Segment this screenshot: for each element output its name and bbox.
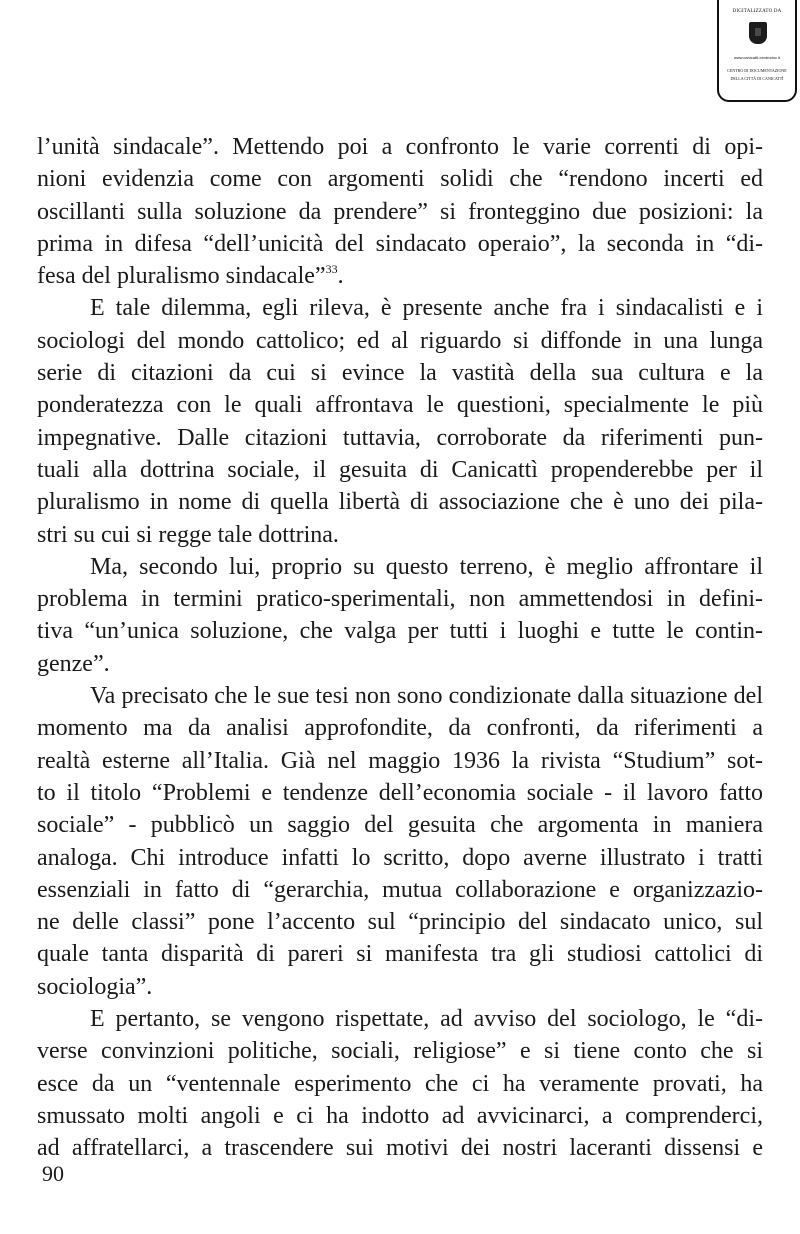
stamp-line-1: CENTRO DI DOCUMENTAZIONE bbox=[727, 68, 787, 73]
footnote-ref: 33 bbox=[325, 262, 338, 277]
text-line: ne delle classi” pone l’accento sul “principio del sindacato unico, sul bbox=[37, 909, 763, 936]
page-number: 90 bbox=[42, 1161, 64, 1186]
text-line: pluralismo in nome di quella libertà di associazione che è uno dei pila- bbox=[37, 489, 763, 516]
text-line: essenziali in fatto di “gerarchia, mutua collaborazione e organizzazio- bbox=[37, 876, 763, 903]
text-line: problema in termini pratico-sperimentali, non ammettendosi in defini- bbox=[37, 586, 763, 613]
stamp-title: DIGITALIZZATO DA bbox=[732, 9, 782, 14]
stamp-line-2: DELLA CITTÀ DI CANICATTÌ bbox=[730, 76, 784, 81]
text-line: E tale dilemma, egli rileva, è presente anche fra i sindacalisti e i bbox=[90, 295, 763, 322]
text-line: to il titolo “Problemi e tendenze dell’economia sociale - il lavoro fatto bbox=[37, 779, 763, 806]
text-line: verse convinzioni politiche, sociali, religiose” e si tiene conto che si bbox=[37, 1038, 763, 1065]
digitization-stamp bbox=[717, 0, 797, 102]
text-line: realtà esterne all’Italia. Già nel maggio 1936 la rivista “Studium” sot- bbox=[37, 747, 763, 774]
text-line: E pertanto, se vengono rispettate, ad avviso del sociologo, le “di- bbox=[90, 1006, 763, 1033]
stamp-url: www.canicatti-centrodoc.it bbox=[733, 55, 781, 60]
text-line: serie di citazioni da cui si evince la vastità della sua cultura e la bbox=[37, 360, 763, 387]
text-line: fesa del pluralismo sindacale” bbox=[37, 263, 326, 290]
text-line: analoga. Chi introduce infatti lo scritto, dopo averne illustrato i tratti bbox=[37, 844, 763, 871]
text-line: Ma, secondo lui, proprio su questo terreno, è meglio affrontare il bbox=[90, 553, 763, 580]
text-line: sociologia”. bbox=[37, 973, 153, 1000]
text-line-with-footnote: fesa del pluralismo sindacale”$^{33}$. bbox=[37, 262, 344, 290]
text-line: oscillanti sulla soluzione da prendere” si fronteggino due posizioni: la bbox=[37, 198, 763, 225]
text-line: nioni evidenzia come con argomenti solidi che “rendono incerti ed bbox=[37, 166, 763, 193]
text-line: Va precisato che le sue tesi non sono condizionate dalla situazione del bbox=[90, 683, 763, 710]
text-line: l’unità sindacale”. Mettendo poi a confronto le varie correnti di opi- bbox=[37, 134, 763, 160]
text-line: sociale” - pubblicò un saggio del gesuita che argomenta in maniera bbox=[37, 812, 763, 839]
body-text bbox=[37, 131, 763, 1165]
text-line: tuali alla dottrina sociale, il gesuita di Canicattì propenderebbe per il bbox=[37, 456, 763, 483]
text-line: ponderatezza con le quali affrontava le questioni, specialmente le più bbox=[37, 392, 763, 419]
text-line: prima in difesa “dell’unicità del sindacato operaio”, la seconda in “di- bbox=[37, 230, 763, 257]
text-line: ad affratellarci, a trascendere sui motivi dei nostri laceranti dissensi e bbox=[37, 1135, 763, 1162]
text-line: genze”. bbox=[37, 650, 110, 677]
text-line: impegnative. Dalle citazioni tuttavia, corroborate da riferimenti pun- bbox=[37, 424, 763, 451]
text-line: tiva “un’unica soluzione, che valga per tutti i luoghi e tutte le contin- bbox=[37, 618, 763, 645]
text-line: momento ma da analisi approfondite, da confronti, da riferimenti a bbox=[37, 715, 763, 742]
text-line: smussato molti angoli e ci ha indotto ad avvicinarci, a comprenderci, bbox=[37, 1102, 763, 1129]
coat-of-arms-icon bbox=[749, 22, 767, 44]
text-line: sociologi del mondo cattolico; ed al riguardo si diffonde in una lunga bbox=[37, 327, 763, 354]
text-line: esce da un “ventennale esperimento che ci ha veramente provati, ha bbox=[37, 1070, 763, 1097]
text-line: quale tanta disparità di pareri si manifesta tra gli studiosi cattolici di bbox=[37, 941, 763, 968]
text-line: stri su cui si regge tale dottrina. bbox=[37, 521, 339, 548]
